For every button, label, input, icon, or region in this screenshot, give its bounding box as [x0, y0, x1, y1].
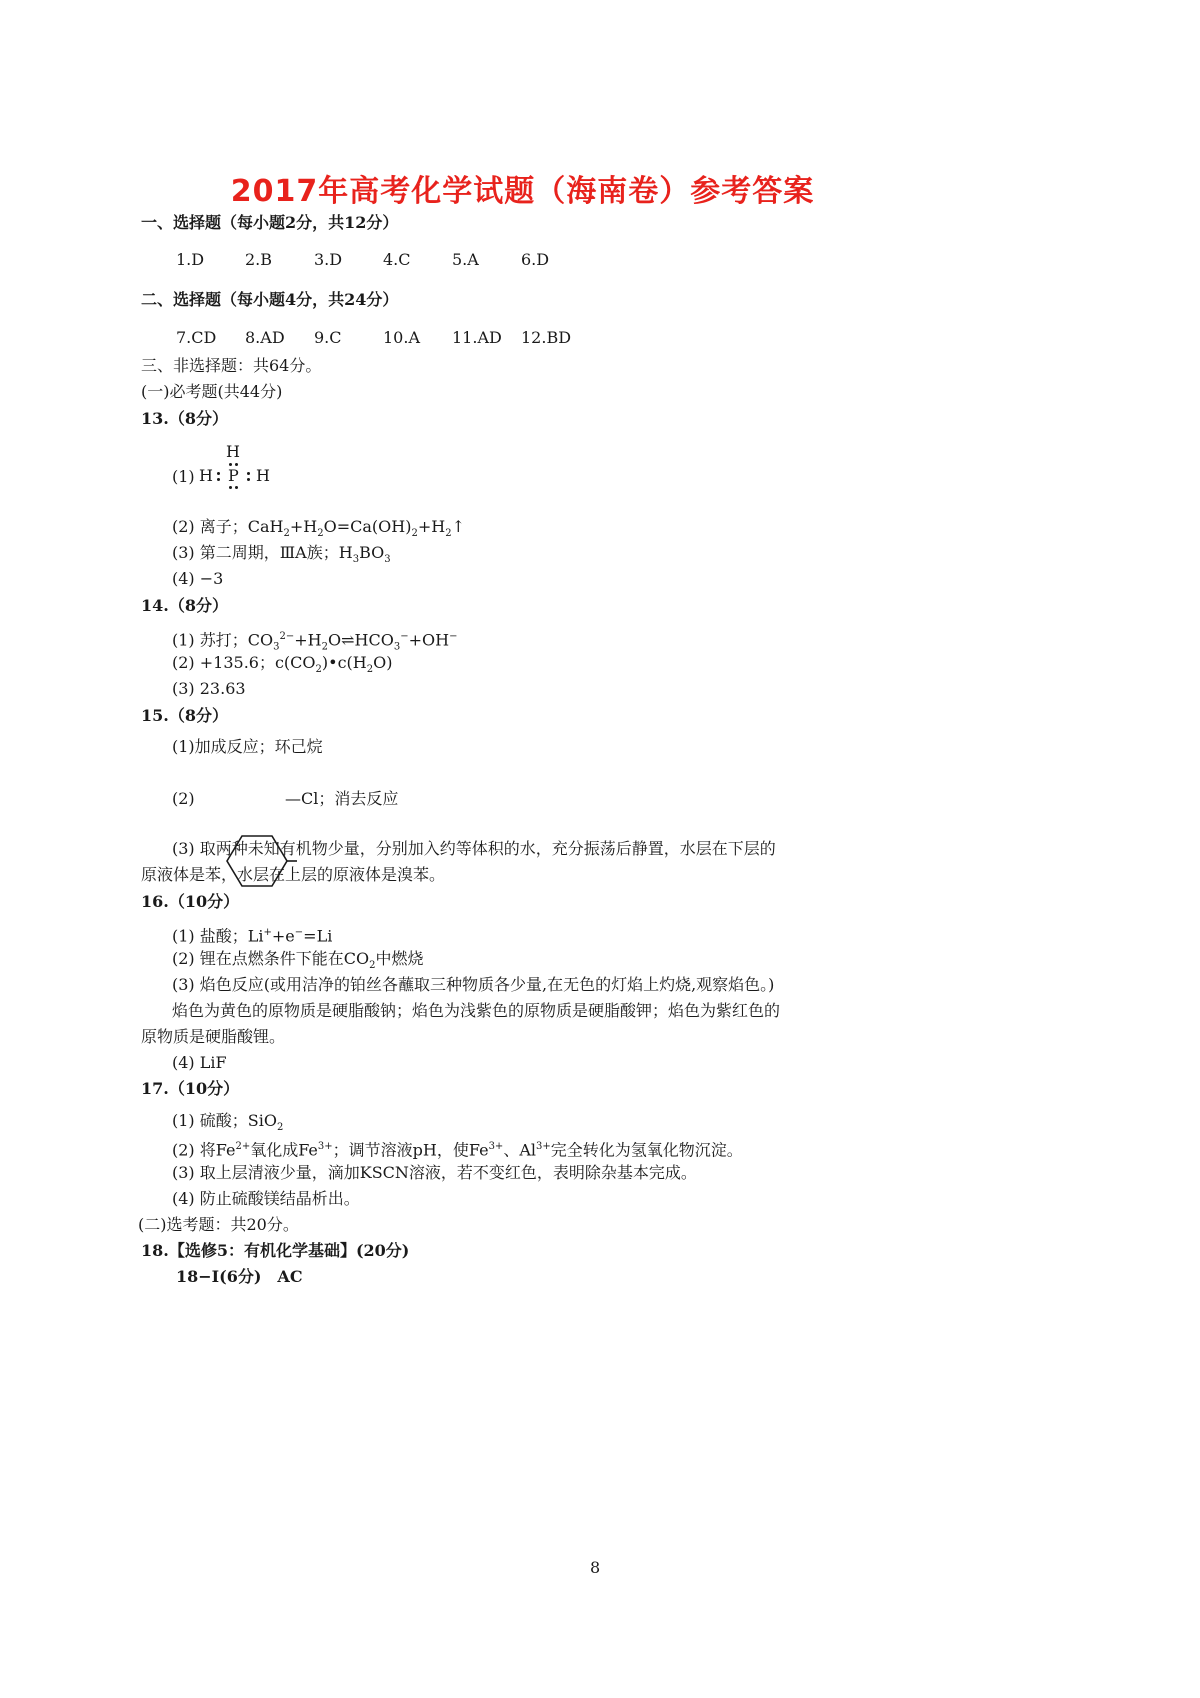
q16-part2: (2) 锂在点燃条件下能在$CO_2$中燃烧 [172, 949, 424, 972]
answer-9: 9.C [314, 328, 342, 347]
q15-heading: 15.（8分） [141, 706, 228, 725]
section2-heading: 二、选择题（每小题4分，共24分） [141, 290, 399, 309]
q16-part4: (4) LiF [172, 1053, 227, 1072]
answer-8: 8.AD [245, 328, 285, 347]
page-number: 8 [590, 1558, 601, 1577]
q16-part3-line1: (3) 焰色反应(或用洁净的铂丝各蘸取三种物质各少量,在无色的灯焰上灼烧,观察焰色。) [172, 975, 775, 994]
q16-part3-line3: 原物质是硬脂酸锂。 [141, 1027, 286, 1046]
answer-1: 1.D [176, 250, 205, 269]
elective-heading: (二)选考题：共20分。 [138, 1215, 299, 1234]
page-title: 2017年高考化学试题（海南卷）参考答案 [230, 174, 815, 209]
answer-10: 10.A [383, 328, 420, 347]
answer-5: 5.A [452, 250, 479, 269]
lewis-h-left: H [199, 466, 213, 485]
q15-part3-line2: 原液体是苯，水层在上层的原液体是溴苯。 [141, 865, 446, 884]
lewis-p-center: P [228, 466, 239, 485]
section1-heading: 一、选择题（每小题2分，共12分） [141, 213, 399, 232]
q15-part1: (1)加成反应；环己烷 [172, 737, 323, 756]
lewis-h-right: H [256, 466, 270, 485]
q14-heading: 14.（8分） [141, 596, 228, 615]
q18-part1: 18−Ⅰ(6分) AC [176, 1267, 303, 1286]
q16-part1: (1) 盐酸；Li++e−=Li [172, 926, 333, 946]
electron-dot [229, 486, 232, 489]
answer-3: 3.D [314, 250, 343, 269]
q16-part3-line2: 焰色为黄色的原物质是硬脂酸钠；焰色为浅紫色的原物质是硬脂酸钾；焰色为紫红色的 [172, 1001, 781, 1020]
q17-heading: 17.（10分） [141, 1079, 240, 1098]
q13-heading: 13.（8分） [141, 409, 228, 428]
q17-part4: (4) 防止硫酸镁结晶析出。 [172, 1189, 360, 1208]
q17-part2: (2) 将$Fe^{2+}$氧化成$Fe^{3+}$；调节溶液pH，使$Fe^{3+}$、$Al^{3+}$完全转化为氢氧化物沉淀。 [172, 1140, 743, 1160]
answer-4: 4.C [383, 250, 411, 269]
q18-heading: 18.【选修5：有机化学基础】(20分) [141, 1241, 410, 1260]
q13-part3: (3) 第二周期，ⅢA族；$H_3BO_3$ [172, 543, 391, 566]
answer-11: 11.AD [452, 328, 502, 347]
electron-dot [235, 486, 238, 489]
q14-part3: (3) 23.63 [172, 679, 246, 698]
electron-dot [229, 463, 232, 466]
electron-dot [217, 472, 220, 475]
q15-part3-line1: (3) 取两种未知有机物少量，分别加入约等体积的水，充分振荡后静置，水层在下层的 [172, 839, 776, 858]
answer-7: 7.CD [176, 328, 217, 347]
answer-6: 6.D [521, 250, 550, 269]
answer-12: 12.BD [521, 328, 572, 347]
q16-heading: 16.（10分） [141, 892, 240, 911]
q17-part3: (3) 取上层清液少量，滴加KSCN溶液，若不变红色，表明除杂基本完成。 [172, 1163, 697, 1182]
electron-dot [235, 463, 238, 466]
answer-2: 2.B [245, 250, 273, 269]
required-heading: (一)必考题(共44分) [141, 382, 283, 401]
q13-part1-label: (1) [172, 467, 195, 486]
section3-heading: 三、非选择题：共64分。 [141, 356, 322, 375]
q14-part2: (2) +135.6；$c(CO_2)•c(H_2O)$ [172, 653, 393, 676]
lewis-h-top: H [226, 442, 240, 461]
q15-part2-label: (2) [172, 789, 195, 808]
q14-part1: (1) 苏打；$CO_3^{2-}+H_2O\rightleftharpoons HCO_3^-+OH^-$ [172, 630, 458, 653]
q13-part2: (2) 离子；$CaH_2+H_2O=Ca(OH)_2+H_2↑$ [172, 517, 465, 540]
q17-part1: (1) 硫酸；SiO$_2$ [172, 1111, 284, 1134]
electron-dot [247, 472, 250, 475]
q13-part4: (4) −3 [172, 569, 224, 588]
electron-dot [217, 478, 220, 481]
electron-dot [247, 478, 250, 481]
q15-part2-text: —Cl；消去反应 [285, 789, 399, 808]
